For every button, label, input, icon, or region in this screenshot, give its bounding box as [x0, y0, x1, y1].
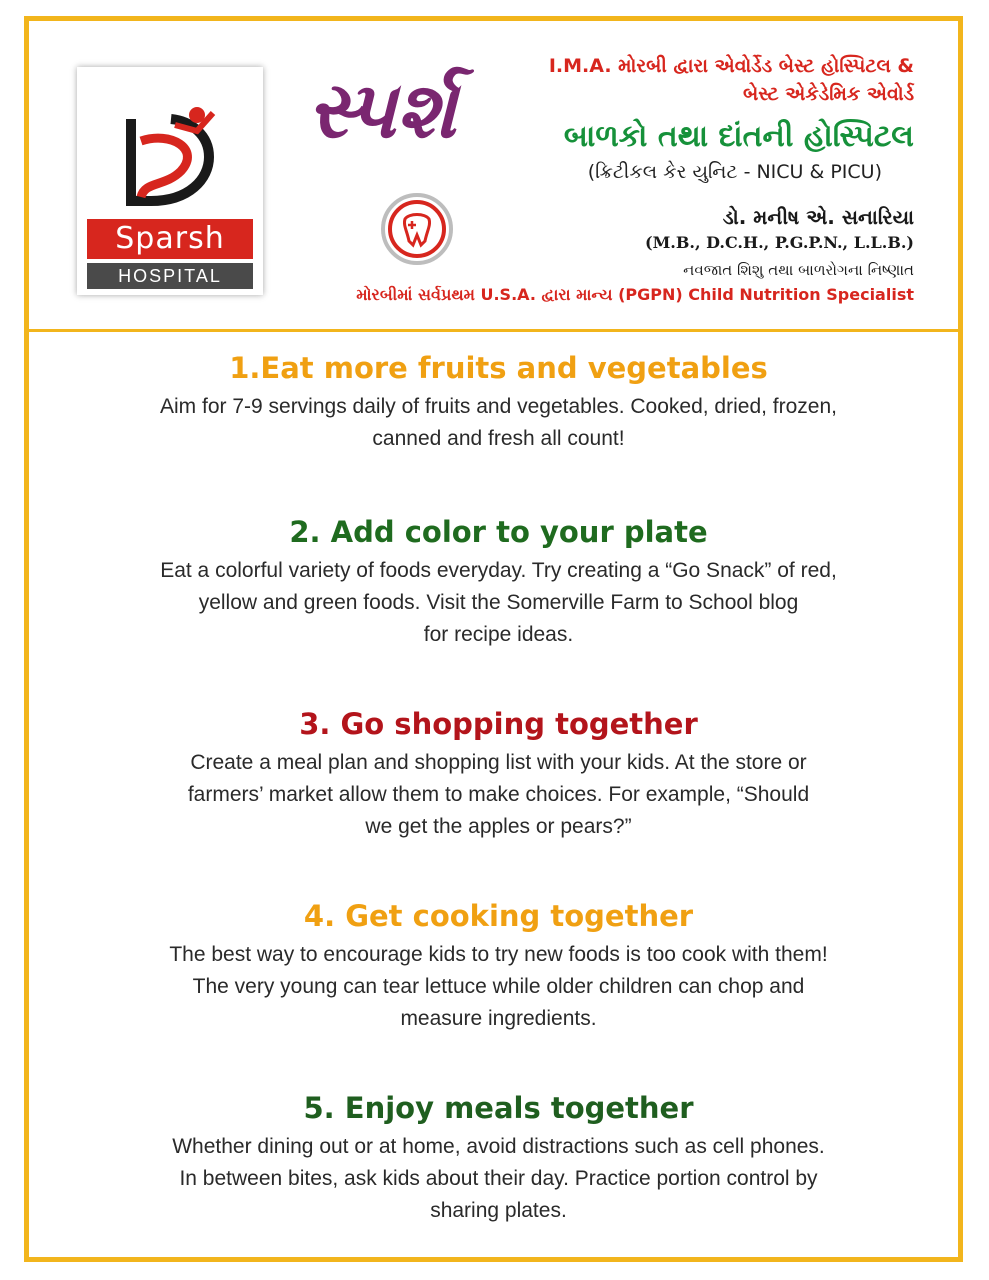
tip-line: farmers’ market allow them to make choices. For example, “Should [187, 783, 810, 806]
tip-line: for recipe ideas. [423, 623, 574, 646]
tip-title: 2. Add color to your plate [289, 515, 708, 549]
care-unit: (ક્રિટીકલ કેર યુનિટ - NICU & PICU) [587, 161, 882, 183]
tip-line: Eat a colorful variety of foods everyday. Try creating a “Go Snack” of red, [160, 559, 837, 582]
hospital-logo [77, 67, 263, 295]
tip-3 [55, 707, 942, 843]
tip-line: sharing plates. [430, 1199, 567, 1222]
logo-subtitle: HOSPITAL [87, 263, 253, 289]
tip-body [59, 939, 939, 1035]
tip-title: 1.Eat more fruits and vegetables [229, 351, 768, 385]
nutrition-specialist: મોરબીમાં સર્વપ્રથમ U.S.A. દ્વારા માન્ય (PGPN) Child Nutrition Specialist [356, 285, 914, 304]
tip-5 [55, 1091, 942, 1227]
tip-line: we get the apples or pears?” [365, 815, 632, 838]
doctor-specialty: નવજાત શિશુ તથા બાળરોગના નિષ્ણાત [683, 261, 914, 279]
tip-title: 5. Enjoy meals together [303, 1091, 694, 1125]
tip-line: Create a meal plan and shopping list with your kids. At the store or [190, 751, 807, 774]
tip-line: yellow and green foods. Visit the Somerville Farm to School blog [198, 591, 799, 614]
doctor-name: ડો. મનીષ એ. સનારિયા [722, 205, 914, 229]
logo-name: Sparsh [87, 219, 253, 259]
award-line-2: બેસ્ટ એકેડેમિક એવોર્ડ [742, 83, 914, 105]
tip-line: canned and fresh all count! [372, 427, 625, 450]
poster-frame [24, 16, 963, 1262]
tip-body [59, 1131, 939, 1227]
tip-line: The best way to encourage kids to try new foods is too cook with them! [169, 943, 828, 966]
brand-title: સ્પર્શ [307, 65, 457, 156]
tip-line: The very young can tear lettuce while older children can chop and [192, 975, 805, 998]
tip-body [59, 747, 939, 843]
tip-title: 4. Get cooking together [303, 899, 694, 933]
sparsh-figure-icon [111, 101, 231, 213]
tip-1 [55, 351, 942, 455]
tip-4 [55, 899, 942, 1035]
hospital-name: બાળકો તથા દાંતની હોસ્પિટલ [563, 119, 914, 154]
award-line-1: I.M.A. મોરબી દ્વારા એવોર્ડેડ બેસ્ટ હોસ્પિટલ & [548, 55, 914, 77]
tip-body [59, 391, 939, 455]
tip-body [59, 555, 939, 651]
tip-line: Whether dining out or at home, avoid distractions such as cell phones. [172, 1135, 825, 1158]
header-divider [29, 329, 958, 332]
tip-title: 3. Go shopping together [299, 707, 698, 741]
tooth-emblem-icon [379, 191, 455, 267]
tip-line: In between bites, ask kids about their day. Practice portion control by [179, 1167, 818, 1190]
doctor-degrees: (M.B., D.C.H., P.G.P.N., L.L.B.) [645, 233, 914, 252]
tip-line: Aim for 7-9 servings daily of fruits and vegetables. Cooked, dried, frozen, [159, 395, 837, 418]
tip-line: measure ingredients. [400, 1007, 597, 1030]
tip-2 [55, 515, 942, 651]
